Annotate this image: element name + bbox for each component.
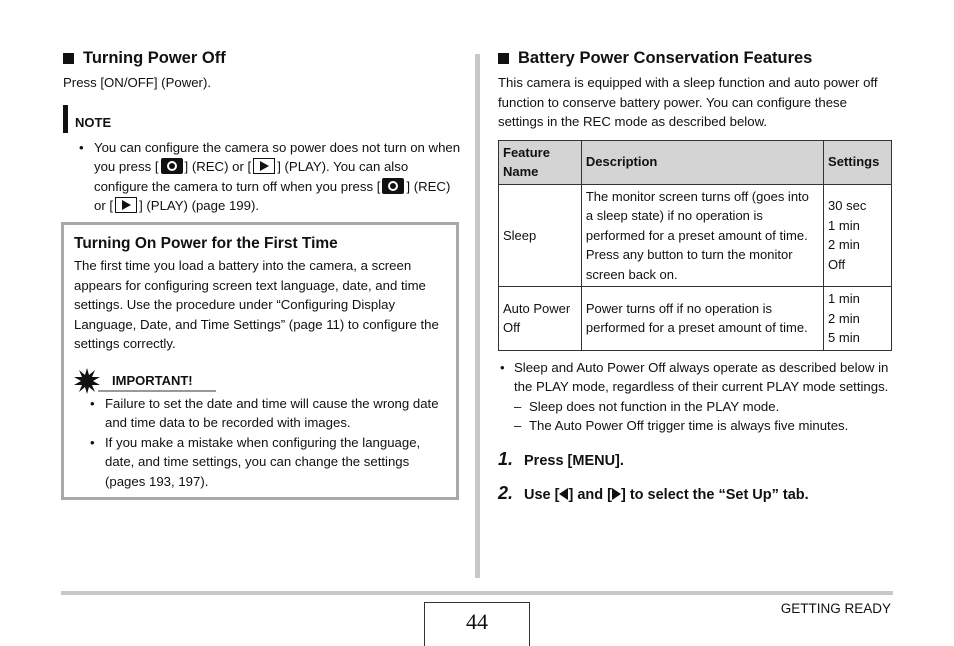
note-title: NOTE (75, 114, 112, 130)
settings-cell (824, 287, 892, 351)
note-bar (63, 105, 68, 133)
play-mode-note-list (498, 358, 894, 397)
table-header: Settings (824, 140, 892, 184)
table-header-row (499, 140, 892, 184)
footer-rule (61, 591, 893, 595)
setting-value: 1 min (828, 291, 860, 306)
play-icon (253, 158, 275, 174)
step-text: Use [ ] and [ ] to select the “Set Up” tab. (524, 487, 809, 503)
setting-value: Off (828, 256, 846, 272)
settings-cell (824, 184, 892, 287)
heading-square-icon (498, 53, 509, 64)
heading-text: Battery Power Conservation Features (518, 49, 813, 67)
right-column (498, 48, 894, 506)
step-2 (498, 484, 894, 506)
important-underline (98, 390, 216, 392)
page-number: 44 (424, 602, 530, 646)
table-row (499, 184, 892, 287)
heading-text: Turning Power Off (83, 49, 226, 67)
feature-name-cell: Sleep (499, 184, 582, 287)
note-header (63, 105, 461, 133)
note-item: • You can configure the camera so power does not turn on when you press [ ] (REC) or [ ] (PLAY). You can also configure the camera to turn off when you press [ ] (REC) or [ ] (PLAY) (page 199). (63, 138, 461, 216)
battery-conservation-heading (498, 48, 894, 68)
setting-value: 2 min (828, 310, 860, 326)
heading-square-icon (63, 53, 74, 64)
setting-value: 30 sec (828, 198, 867, 214)
setting-value: 2 min (828, 237, 860, 253)
dash-item: – Sleep does not function in the PLAY mode. (514, 398, 780, 414)
description-cell: The monitor screen turns off (goes into a sleep state) if no operation is performed for a preset amount of time. Press any button to turn the monitor screen back on. (581, 184, 823, 287)
important-item: • Failure to set the date and time will cause the wrong date and time data to be recorded with images. (74, 394, 446, 433)
battery-intro: This camera is equipped with a sleep function and auto power off function to conserve battery power. You can configure these settings in the REC mode as described below. (498, 75, 878, 129)
step-text: Press [MENU]. (524, 452, 624, 469)
feature-name-cell: Auto Power Off (499, 287, 582, 351)
step-number: 2. (498, 483, 514, 503)
important-list (74, 394, 446, 492)
camera-rec-icon (382, 178, 404, 194)
table-header: Description (581, 140, 823, 184)
setting-value: 1 min (828, 217, 860, 233)
setting-value: 5 min (828, 330, 860, 345)
section-label: GETTING READY (780, 601, 891, 616)
step-1 (498, 450, 894, 472)
play-icon (115, 197, 137, 213)
dash-item: – The Auto Power Off trigger time is always five minutes. (514, 418, 849, 433)
table-header: Feature Name (499, 140, 582, 184)
power-off-instruction: Press [ON/OFF] (Power). (63, 75, 212, 90)
box-title: Turning On Power for the First Time (74, 235, 338, 252)
important-header (74, 368, 446, 394)
step-number: 1. (498, 448, 514, 469)
turning-power-off-heading (63, 48, 461, 68)
box-body: The first time you load a battery into the camera, a screen appears for configuring screen text language, date, and time settings. Use the procedure under “Configuring Display Language, Date, and Time Settings” (page 11) to configure the settings correctly. (74, 258, 439, 351)
description-cell: Power turns off if no operation is performed for a preset amount of time. (581, 287, 823, 351)
power-features-table (498, 140, 892, 351)
important-title: IMPORTANT! (112, 372, 193, 388)
first-time-power-box (61, 222, 459, 500)
play-mode-note: • Sleep and Auto Power Off always operate as described below in the PLAY mode, regardless of their current PLAY mode settings. (498, 358, 894, 397)
important-burst-icon (74, 368, 100, 394)
note-list (63, 138, 461, 216)
right-arrow-icon (612, 488, 621, 500)
table-row (499, 287, 892, 351)
column-divider (475, 54, 480, 578)
camera-rec-icon (161, 158, 183, 174)
important-item: • If you make a mistake when configuring the language, date, and time settings, you can change the settings (pages 193, 197). (74, 433, 446, 492)
left-column (63, 48, 461, 216)
